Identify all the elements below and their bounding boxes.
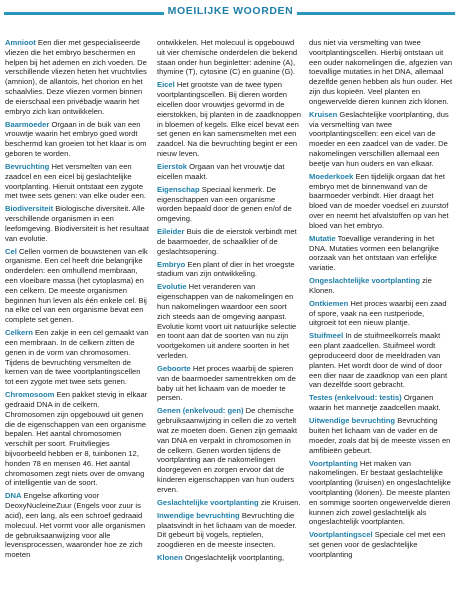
glossary-entry [5,390,149,488]
glossary-definition: Een zakje in een cel gemaakt van een membraan. In de celkern zitten de genen in de vorm van chromosomen. Tijdens de bevruchting versmelten de kernen van de twee voortplantingscellen tot een zygote met twee sets genen. [5,328,149,387]
glossary-definition: Toevallige verandering in het DNA. Mutaties vormen een belangrijke oorzaak van het ontstaan van erfelijke variatie. [309,233,439,273]
glossary-term: Chromosoom [5,390,55,400]
glossary-definition: In de stuifmeelkorrels maakt een plant zaadcellen. Stuifmeel wordt geproduceerd door de meeldraden van planten. Het wordt door de wind of door een dier naar de zaadknop van een plant van dezelfde soort gebracht. [309,331,448,390]
glossary-definition: dus niet via versmelting van twee voortplantingscellen. Hierbij ontstaan uit een ouder nakomelingen die, afgezien van toevallige mutaties in het DNA, allemaal dezelfde genen hebben als hun ouder. Het zijn dus kopieën. Veel planten en ongewervelde dieren kunnen zich klonen. [309,38,453,106]
glossary-entry [309,38,453,107]
glossary-column-2 [157,38,301,598]
glossary-entry [5,491,149,560]
glossary-entry [309,234,453,273]
glossary-entry [157,38,301,77]
glossary-entry [157,162,301,182]
glossary-term: Inwendige bevruchting [157,510,240,520]
glossary-term: Geslachtelijke voortplanting [157,497,259,507]
glossary-definition: Het maken van nakomelingen. Er bestaat geslachtelijke voortplanting (kruisen) en ongeslachtelijke voortplanting (klonen). De meeste planten en sommige soorten ongewervelde dieren kunnen zich zowel geslachtelijk als ongeslachtelijk voortplanten. [309,458,451,527]
glossary-definition: Het proces waarbij een zaad of spore, vaak na een rustperiode, uitgroeit tot een nieuw plantje. [309,298,447,328]
glossary-term: Biodiversiteit [5,204,54,214]
glossary-entry [309,530,453,559]
glossary-definition: Buis die de eierstok verbindt met de baarmoeder, de schaalklier of de geslachtsopening. [157,227,297,256]
glossary-definition: Het grootste van de twee typen voortplantingscellen. Bij dieren worden eicellen door vrouwtjes gevormd in de eierstokken, bij planten in de zaadknoppen in bloemen of kegels. Elke eicel bevat een set genen en kan samensmelten met een zaadcel. Na die bevruchting begint er een nieuw leven. [157,80,301,158]
glossary-term: Baarmoeder [5,119,50,129]
glossary-entry [309,276,453,296]
glossary-entry [157,227,301,256]
glossary-definition: De chemische gebruiksaanwijzing in cellen die zo vertelt wat ze moeten doen. Genen zijn gemaakt van DNA en verpakt in chromosomen in de celkern. Genen worden tijdens de voortplanting aan de nakomelingen doorgegeven en zorgen ervoor dat de kinderen eigenschappen van hun ouders erven. [157,406,298,494]
glossary-definition: Orgaan van het vrouwtje dat eicellen maakt. [157,161,285,181]
glossary-term: Klonen [157,553,183,563]
glossary-column-1 [5,38,149,598]
glossary-entry [157,553,301,563]
glossary-entry [157,80,301,158]
glossary-definition: Een pakket stevig in elkaar gedraaid DNA in de celkern. Chromosomen zijn opgebouwd uit genen die de eigenschappen van een organisme bepalen. Het aantal chromosomen verschilt per soort. Fruitvliegjes bijvoorbeeld hebben er 8, tuinbonen 12, honden 78 en mensen 46. Het aantal chromosomen zegt niets over de omvang of intelligentie van de soort. [5,390,148,488]
glossary-definition: Biologische diversiteit. Alle verschillende organismen in een leefomgeving. Biodiversiteit is het resultaat van evolutie. [5,204,149,243]
glossary-term: Mutatie [309,233,336,243]
header-rule-right [297,12,455,15]
glossary-entry [157,260,301,280]
glossary-term: Geboorte [157,364,191,374]
glossary-definition: Een tijdelijk orgaan dat het embryo met de binnenwand van de baarmoeder verbindt. Hier draagt het bloed van de moeder voedsel en zuurstof over en neemt het afvalstoffen op van het bloed van het embryo. [309,171,449,230]
glossary-term: Embryo [157,259,186,269]
glossary-term: Eierstok [157,161,187,171]
glossary-entry [157,364,301,403]
glossary-entry [5,328,149,387]
glossary-definition: Een dier met gespecialiseerde vliezen die het embryo beschermen en helpen bij het ademen en zich voeden. De verschillende vliezen heten het vruchtvlies (amnion), de allantois, het chorion en het schaalvlies. Deze vliezen vormen binnen de eierschaal een privébadje waarin het embryo zich kan ontwikkelen. [5,38,147,116]
glossary-term: Celkern [5,328,33,338]
glossary-term: Kruisen [309,109,338,119]
glossary-definition: Bevruchting buiten het lichaam van de vader en de moeder, zoals dat bij de meeste vissen en amfibieën gebeurt. [309,416,451,455]
glossary-definition: Speciaal kenmerk. De eigenschappen van een organisme worden bepaald door de genen en/of de omgeving. [157,184,292,224]
glossary-entry [309,416,453,455]
glossary-definition: ontwikkelen. Het molecuul is opgebouwd uit vier chemische onderdelen die bekend staan onder hun beginletter: adenine (A), thymine (T), cytosine (C) en guanine (G). [157,38,298,77]
glossary-term: Voortplantingscel [309,530,373,540]
glossary-definition: Bevruchting die plaatsvindt in het lichaam van de moeder. Dit gebeurt bij vogels, reptielen, zoogdieren en de meeste insecten. [157,510,297,550]
glossary-definition: Geslachtelijke voortplanting, dus via versmelting van twee voortplantingscellen: een eicel van de moeder en een zaadcel van de vader. De nakomelingen verschillen allemaal een beetje van hun ouders en van elkaar. [309,109,449,168]
glossary-term: Uitwendige bevruchting [309,416,396,426]
glossary-definition: Cellen vormen de bouwstenen van elk organisme. Een cel heeft drie belangrijke onderdelen: een omhullend membraan, een vloeibare massa (het cytoplasma) en een celkern. De meeste organismen beginnen hun leven als één enkele cel. Bij na elke cel van een organisme bevat een complete set genen. [5,246,148,325]
glossary-definition: Organen waarin het mannetje zaadcellen maakt. [309,393,441,413]
glossary-definition: Het veranderen van eigenschappen van de nakomelingen en hun nakomelingen waardoor een soort zich steeds aan de omgeving aanpast. Evolutie komt voort uit natuurlijke selectie en toont aan dat de soorten van nu zijn voortgekomen uit andere soorten in het verleden. [157,282,297,361]
glossary-term: Ontkiemen [309,298,349,308]
glossary-entry [309,331,453,390]
page-title: MOEILIJKE WOORDEN [167,5,294,17]
glossary-entry [309,393,453,413]
header-rule-left [4,12,164,15]
glossary-entry [5,204,149,243]
glossary-entry [157,185,301,224]
glossary-term: Amnioot [5,38,36,47]
glossary-definition: Orgaan in de buik van een vrouwtje waarin het embryo goed wordt beschermd kan groeien tot het klaar is om geboren te worden. [5,119,147,158]
glossary-entry [309,459,453,528]
glossary-term: Ongeslachtelijke voortplanting [309,276,420,286]
glossary-term: Eileider [157,227,185,237]
glossary-definition: zie Klonen. [309,276,432,295]
glossary-term: Bevruchting [5,161,50,171]
glossary-entry [309,172,453,231]
glossary-entry [5,120,149,159]
glossary-entry [5,162,149,201]
glossary-term: Evolutie [157,282,187,292]
glossary-term: Moederkoek [309,171,354,181]
glossary-definition: Ongeslachtelijk voortplanting, [184,553,285,563]
glossary-definition: Engelse afkorting voor DeoxyNucleineZuur (Engels voor zuur is acid), een lang, als een schroef gedraaid molecuul. Het vormt voor alle organismen de gebruiksaanwijzing voor alle levensprocessen, waaronder hoe ze zich moeten [5,491,146,560]
page-header [0,0,459,22]
glossary-columns [5,38,455,598]
glossary-term: DNA [5,491,22,501]
glossary-entry [157,511,301,550]
glossary-term: Eicel [157,80,175,90]
glossary-definition: zie Kruisen. [260,497,301,507]
glossary-term: Voortplanting [309,458,358,468]
glossary-entry [5,247,149,325]
glossary-definition: Het versmelten van een zaadcel en een eicel bij geslachtelijke voortplanting. Hieruit ontstaat een zygote met twee sets genen: van elke ouder een. [5,161,146,201]
glossary-entry [309,299,453,328]
glossary-term: Eigenschap [157,184,200,194]
glossary-entry [5,38,149,116]
glossary-term: Stuifmeel [309,331,344,341]
glossary-term: Genen (enkelvoud: gen) [157,406,244,416]
glossary-definition: Een plant of dier in het vroegste stadium van zijn ontwikkeling. [157,259,295,279]
glossary-definition: Het proces waarbij de spieren van de baarmoeder samentrekken om de baby uit het lichaam van de moeder te persen. [157,364,296,403]
glossary-entry [157,406,301,494]
glossary-definition: Speciale cel met een set genen voor de geslachtelijke voortplanting [309,530,446,559]
glossary-column-3 [309,38,453,598]
glossary-entry [309,110,453,169]
glossary-entry [157,282,301,360]
glossary-term: Cel [5,246,17,256]
glossary-term: Testes (enkelvoud: testis) [309,393,402,403]
glossary-entry [157,498,301,508]
